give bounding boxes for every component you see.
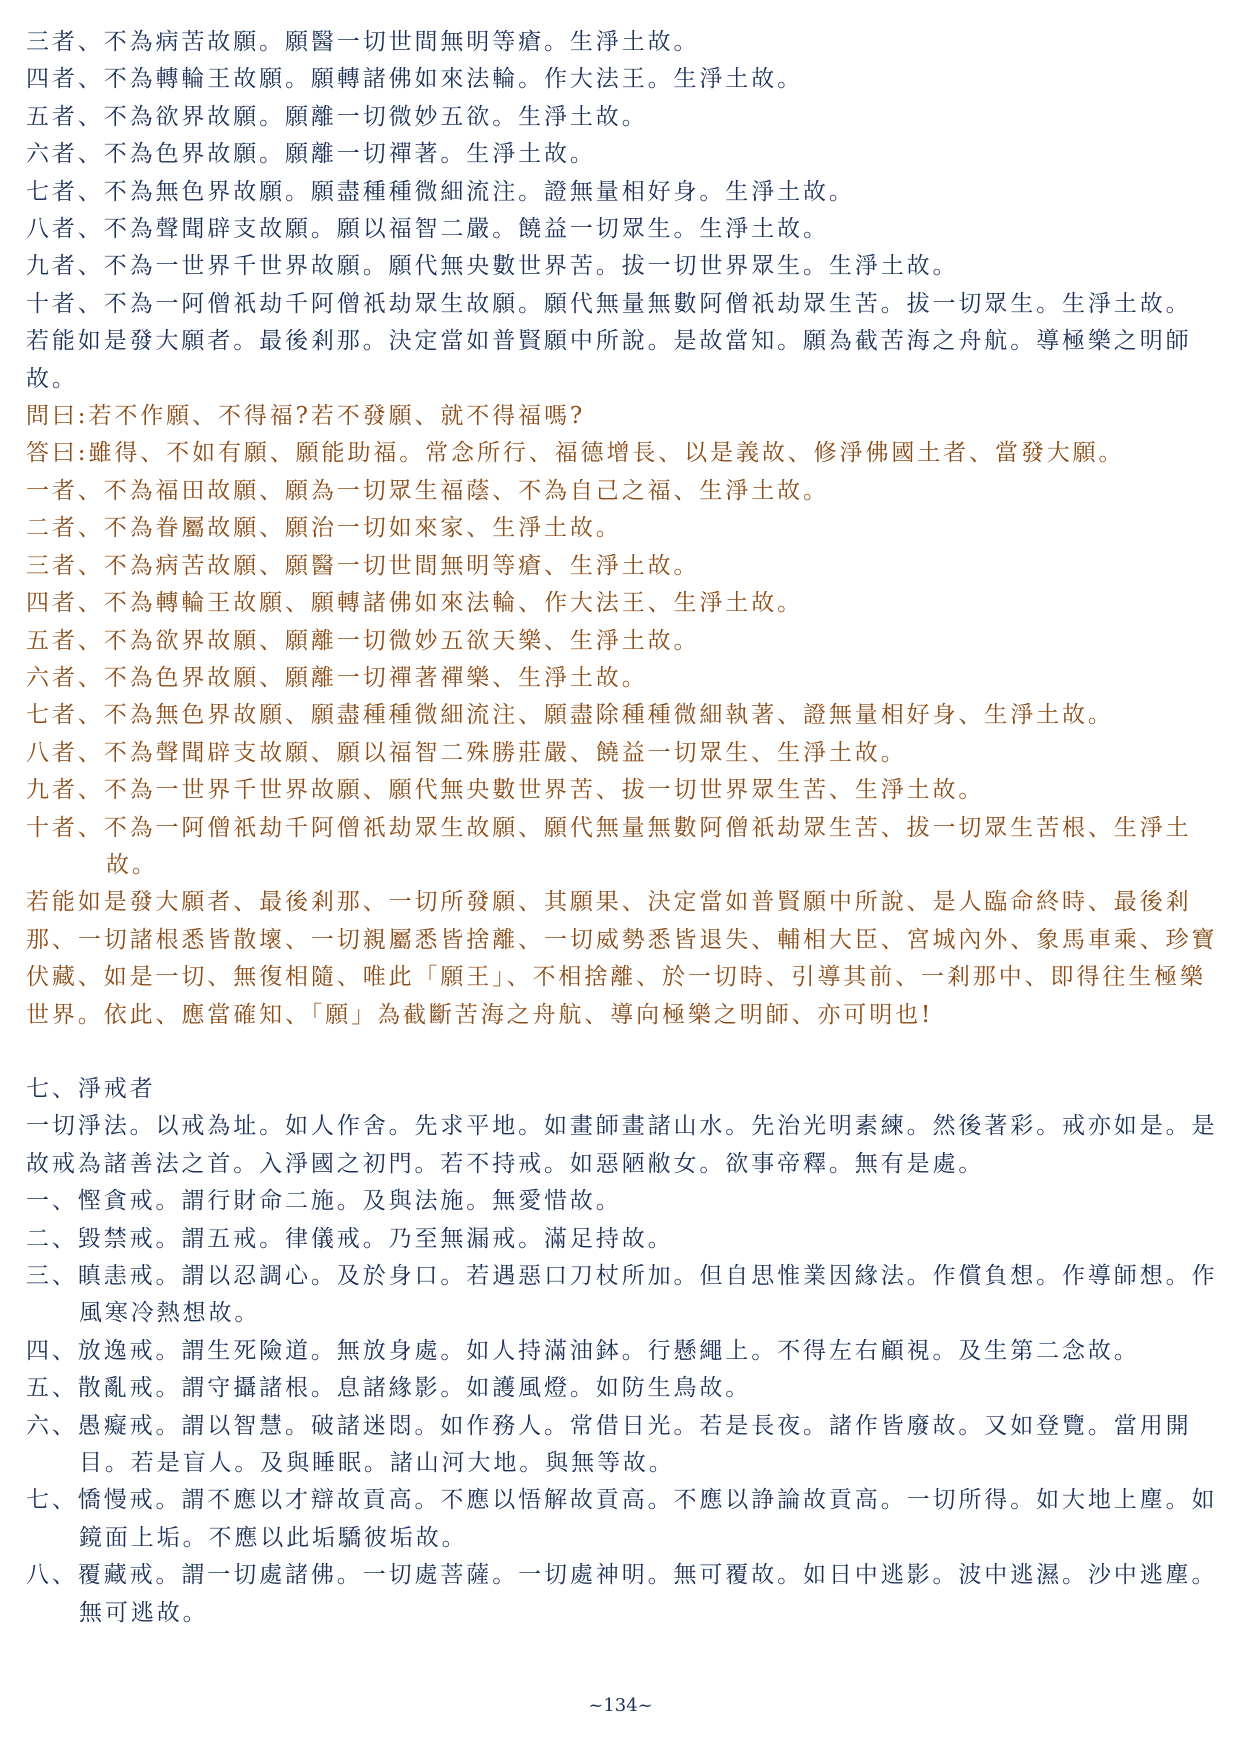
text-line: 九者、不為一世界千世界故願。願代無央數世界苦。拔一切世界眾生。生淨土故。 [26,253,959,280]
list-item: 四、放逸戒。謂生死險道。無放身處。如人持滿油鉢。行懸繩上。不得左右顧視。及生第二念故。 [26,1337,1140,1364]
text-line: 八者、不為聲聞辟支故願。願以福智二嚴。饒益一切眾生。生淨土故。 [26,216,829,243]
text-line: 十者、不為一阿僧祇劫千阿僧祇劫眾生故願。願代無量無數阿僧祇劫眾生苦。拔一切眾生。生淨土故。 [26,290,1192,317]
page-body [26,24,1218,1632]
text-line: 六者、不為色界故願。願離一切禪著。生淨土故。 [26,141,596,168]
text-line: 五者、不為欲界故願。願離一切微妙五欲。生淨土故。 [26,103,648,130]
list-item: 六、愚癡戒。謂以智慧。破諸迷悶。如作務人。常借日光。若是長夜。諸作皆廢故。又如登覽。當用開目。若是盲人。及與睡眠。諸山河大地。與無等故。 [26,1412,1192,1477]
answer-line: 答曰:雖得、不如有願、願能助福。常念所行、福德增長、以是義故、修淨佛國土者、當發大願。 [26,440,1125,467]
list-item: 五者、不為欲界故願、願離一切微妙五欲天樂、生淨土故。 [26,627,700,654]
paragraph: 若能如是發大願者。最後剎那。決定當如普賢願中所說。是故當知。願為截苦海之舟航。導極樂之明師故。 [26,328,1192,392]
list-item: 七者、不為無色界故願、願盡種種微細流注、願盡除種種微細執著、證無量相好身、生淨土故。 [26,702,1114,729]
list-item: 十者、不為一阿僧祇劫千阿僧祇劫眾生故願、願代無量無數阿僧祇劫眾生苦、拔一切眾生苦根、生淨土故。 [26,814,1192,878]
list-item: 四者、不為轉輪王故願、願轉諸佛如來法輪、作大法王、生淨土故。 [26,590,803,617]
page-number: ~134~ [588,1695,653,1716]
blank-line [26,1034,1218,1071]
list-item: 八者、不為聲聞辟支故願、願以福智二殊勝莊嚴、饒益一切眾生、生淨土故。 [26,739,907,766]
text-line: 七者、不為無色界故願。願盡種種微細流注。證無量相好身。生淨土故。 [26,178,855,205]
question-line: 問曰:若不作願、不得福?若不發願、就不得福嗎? [26,403,586,430]
list-item: 三、瞋恚戒。謂以忍調心。及於身口。若遇惡口刀杖所加。但自思惟業因緣法。作償負想。作導師想。作風寒冷熱想故。 [26,1263,1218,1327]
list-item: 一、慳貪戒。謂行財命二施。及與法施。無愛惜故。 [26,1188,622,1215]
list-item: 二者、不為眷屬故願、願治一切如來家、生淨土故。 [26,515,622,542]
text-line: 三者、不為病苦故願。願醫一切世間無明等瘡。生淨土故。 [26,29,700,55]
list-item: 一者、不為福田故願、願為一切眾生福蔭、不為自己之福、生淨土故。 [26,477,829,504]
text-line: 四者、不為轉輪王故願。願轉諸佛如來法輪。作大法王。生淨土故。 [26,66,803,93]
list-item: 二、毀禁戒。謂五戒。律儀戒。乃至無漏戒。滿足持故。 [26,1225,674,1252]
paragraph: 一切淨法。以戒為址。如人作舍。先求平地。如畫師畫諸山水。先治光明素練。然後著彩。戒亦如是。是故戒為諸善法之首。入淨國之初門。若不持戒。如惡陋敝女。欲事帝釋。無有是處。 [26,1113,1218,1177]
list-item: 八、覆藏戒。謂一切處諸佛。一切處菩薩。一切處神明。無可覆故。如日中逃影。波中逃濕。沙中逃塵。無可逃故。 [26,1562,1218,1626]
list-item: 六者、不為色界故願、願離一切禪著禪樂、生淨土故。 [26,664,648,691]
list-item: 九者、不為一世界千世界故願、願代無央數世界苦、拔一切世界眾生苦、生淨土故。 [26,777,985,804]
list-item: 五、散亂戒。謂守攝諸根。息諸緣影。如護風燈。如防生鳥故。 [26,1375,752,1402]
list-item: 七、憍慢戒。謂不應以才辯故貢高。不應以悟解故貢高。不應以諍論故貢高。一切所得。如大地上塵。如鏡面上垢。不應以此垢驕彼垢故。 [26,1487,1218,1551]
paragraph: 若能如是發大願者、最後剎那、一切所發願、其願果、決定當如普賢願中所說、是人臨命終時、最後剎那、一切諸根悉皆散壞、一切親屬悉皆捨離、一切威勢悉皆退失、輔相大臣、宮城內外、象馬車乘、珍寶伏藏、如是一切、無復相隨、唯此「願王」、不相捨離、於一切時、引導其前、一剎那中、即得往生極樂世界。依此、應當確知、「願」為截斷苦海之舟航、導向極樂之明師、亦可明也! [26,889,1218,1028]
section-heading: 七、淨戒者 [26,1075,156,1102]
list-item: 三者、不為病苦故願、願醫一切世間無明等瘡、生淨土故。 [26,552,700,579]
